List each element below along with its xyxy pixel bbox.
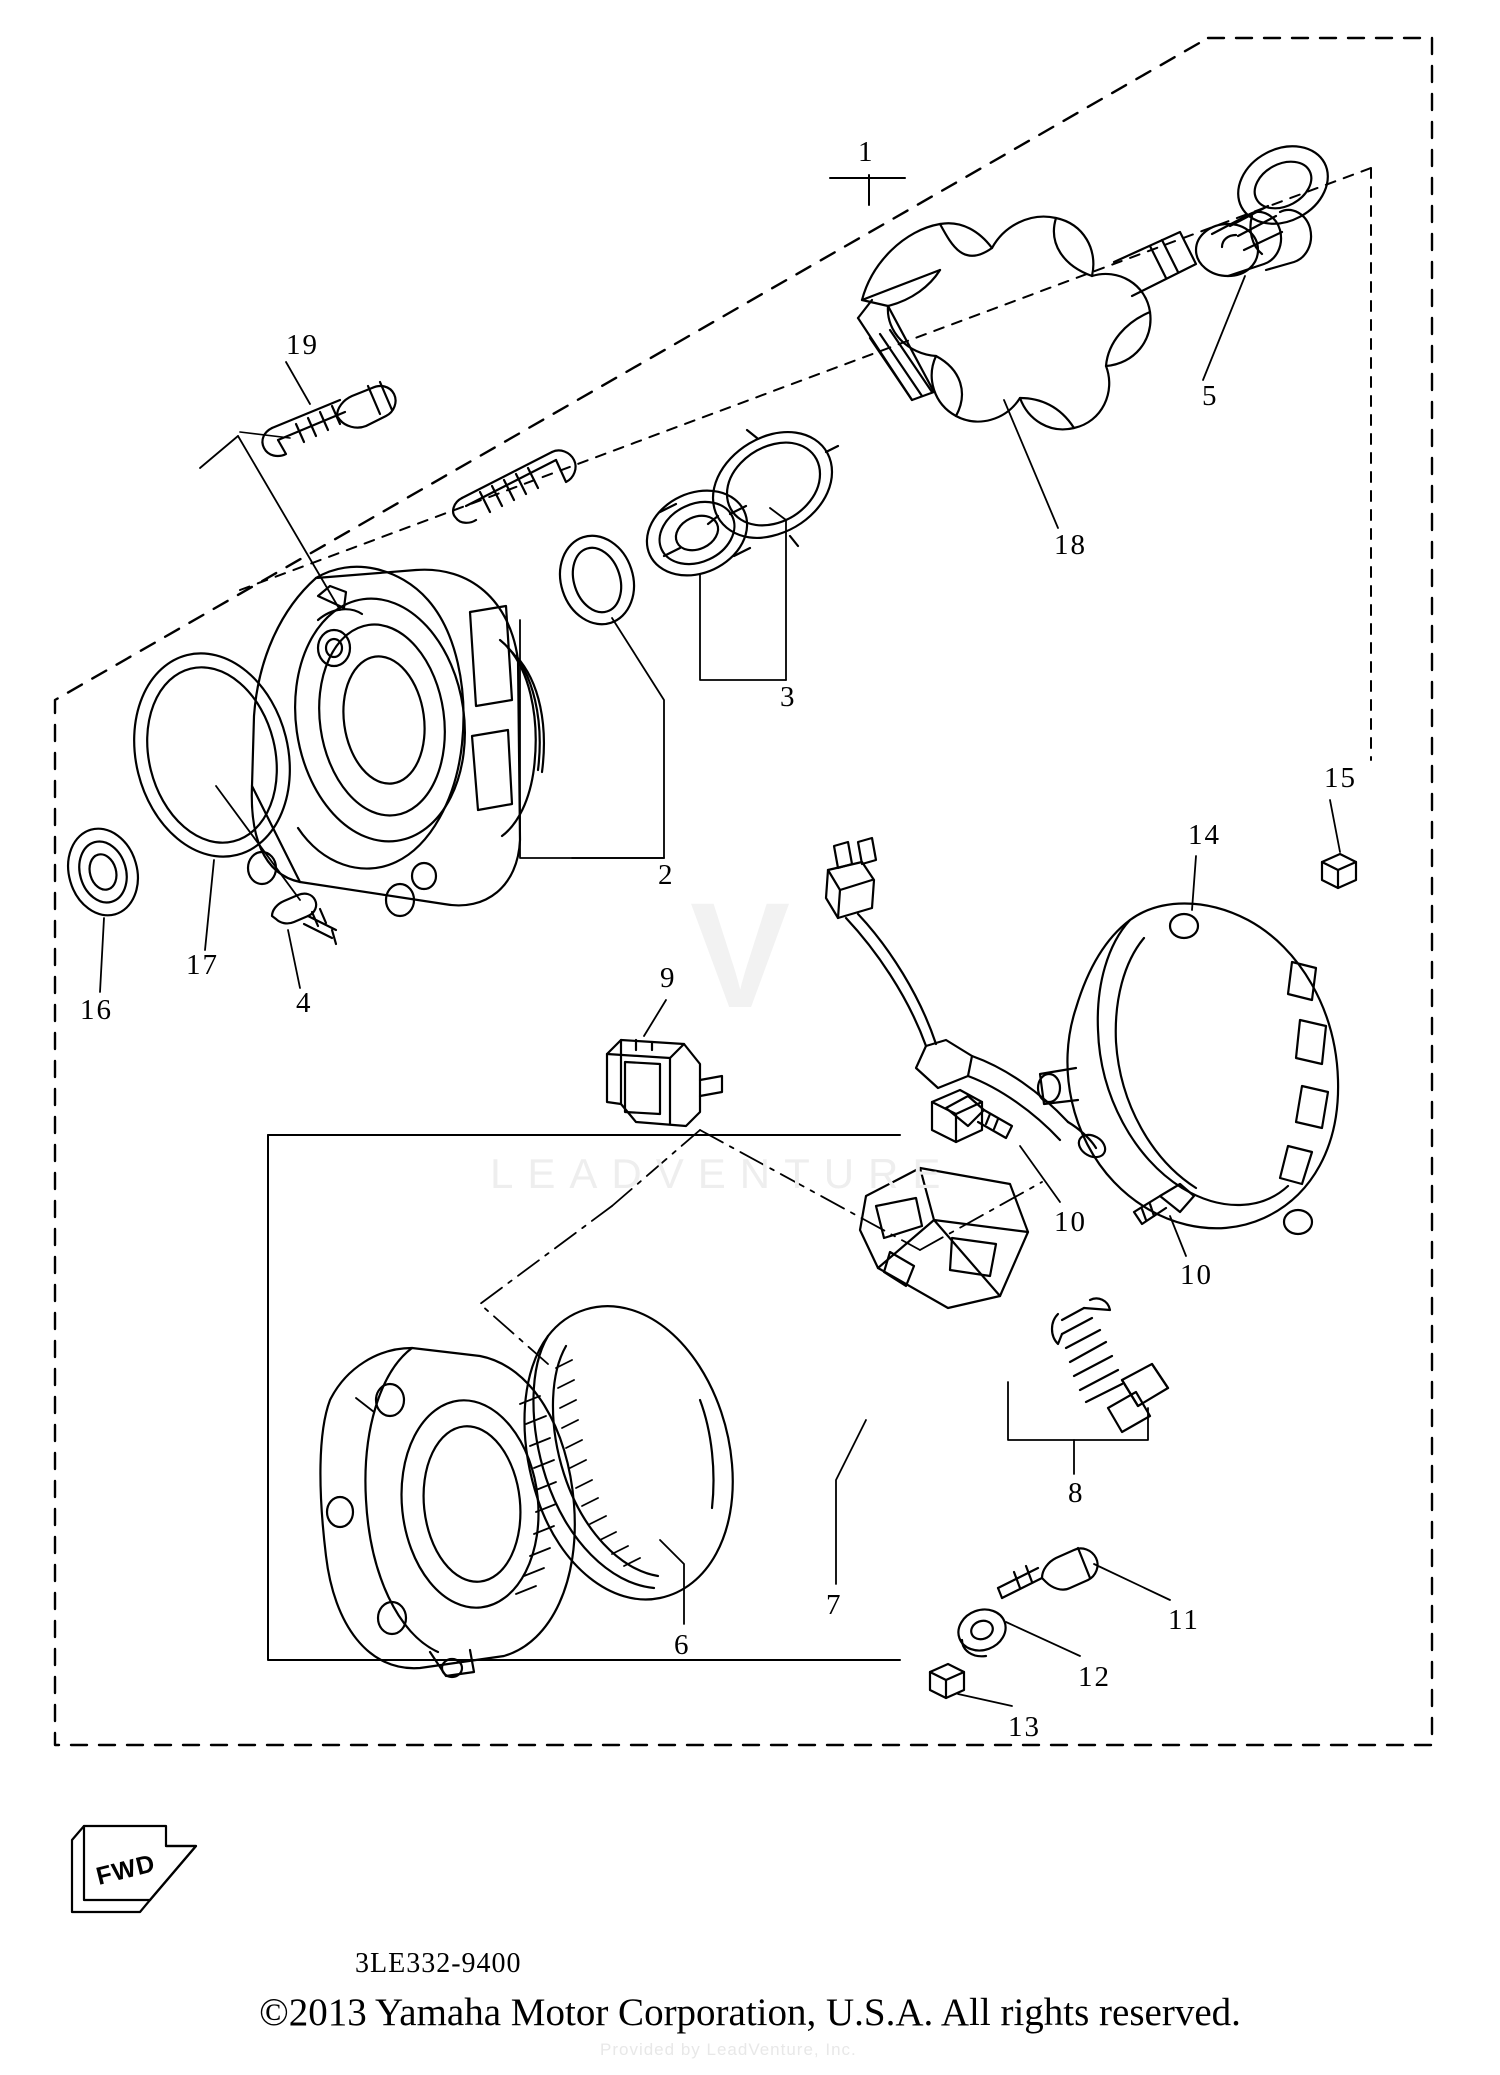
callout-4: 4 (296, 987, 313, 1019)
watermark-text: LEADVENTURE (490, 1150, 955, 1197)
part-oring-17 (113, 637, 310, 874)
callout-3: 3 (780, 681, 797, 713)
callout-1: 1 (858, 136, 875, 168)
part-spring-brush-8 (1052, 1298, 1168, 1432)
part-number-label: 3LE332-9400 (355, 1948, 522, 1979)
part-nut-13 (930, 1664, 964, 1698)
assembly-boundary-dashed (55, 38, 1432, 1745)
callout-12: 12 (1078, 1661, 1111, 1693)
part-stator-6 (525, 1306, 733, 1599)
part-alternator-housing-front (248, 567, 544, 916)
group-1-bracket (240, 168, 1371, 760)
part-brush-holder-7 (860, 1090, 1028, 1308)
callout-9: 9 (660, 962, 677, 994)
callout-2: 2 (658, 859, 675, 891)
callout-18: 18 (1054, 529, 1087, 561)
callout-16: 16 (80, 994, 113, 1026)
callout-6: 6 (674, 1629, 691, 1661)
fwd-direction-label: FWD (93, 1849, 159, 1891)
watermark-logo: V (690, 871, 791, 1039)
part-regulator-9 (607, 1040, 722, 1126)
part-rear-cover-14 (1038, 904, 1338, 1235)
part-wire-harness (826, 838, 1109, 1162)
part-seal-ring-5b (1225, 131, 1342, 239)
part-oring-2 (549, 526, 645, 634)
part-nut-15 (1322, 854, 1356, 888)
callout-17: 17 (186, 949, 219, 981)
callout-10-a: 10 (1054, 1206, 1087, 1238)
callout-10-b: 10 (1180, 1259, 1213, 1291)
part-rear-housing (320, 1348, 574, 1677)
part-rotor-18 (858, 217, 1196, 430)
callout-13: 13 (1008, 1711, 1041, 1743)
callout-19: 19 (286, 329, 319, 361)
part-bearing-3b (633, 475, 761, 591)
part-bolt-4 (272, 894, 336, 944)
callout-15: 15 (1324, 762, 1357, 794)
watermark-subtext: Provided by LeadVenture, Inc. (600, 2040, 857, 2059)
part-oilseal-16 (58, 820, 148, 923)
callout-14: 14 (1188, 819, 1221, 851)
callout-11: 11 (1168, 1604, 1200, 1636)
callout-7: 7 (826, 1589, 843, 1621)
part-bolt-11 (998, 1548, 1098, 1598)
callout-8: 8 (1068, 1477, 1085, 1509)
part-bolt-19 (240, 382, 396, 456)
part-bearing-5 (1196, 206, 1311, 276)
part-retainer-plate-3 (708, 430, 838, 546)
group-lower-bracket (268, 1135, 900, 1660)
part-washer-12 (953, 1603, 1012, 1657)
callout-5: 5 (1202, 380, 1219, 412)
copyright-notice: ©2013 Yamaha Motor Corporation, U.S.A. All rights reserved. (259, 1991, 1241, 2034)
